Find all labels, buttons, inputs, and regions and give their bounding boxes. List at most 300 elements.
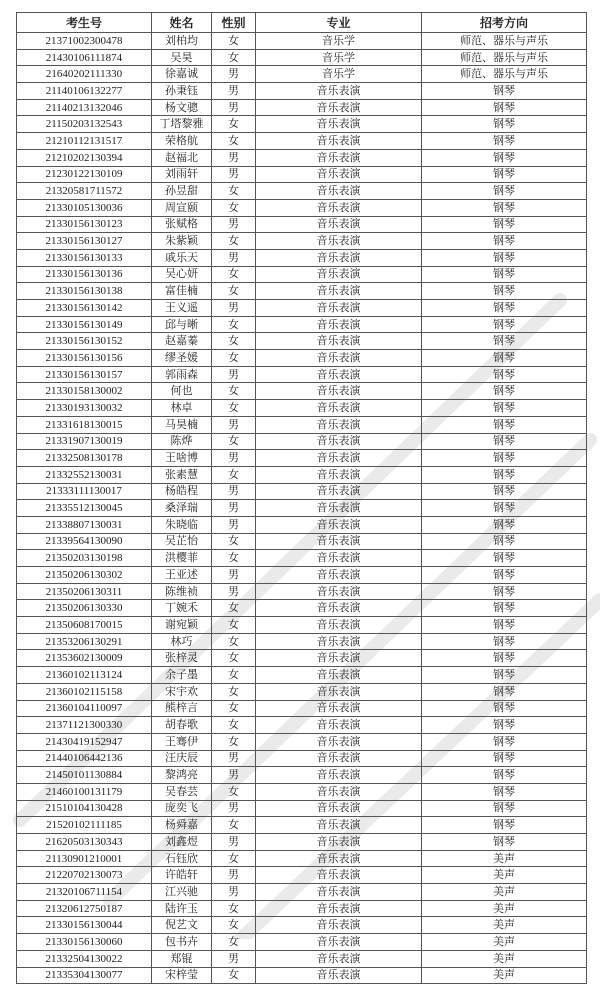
cell-direction: 钢琴 <box>422 316 587 333</box>
cell-exam-number: 21333111130017 <box>17 483 152 500</box>
cell-gender: 男 <box>212 483 256 500</box>
cell-gender: 男 <box>212 583 256 600</box>
cell-direction: 钢琴 <box>422 133 587 150</box>
cell-major: 音乐表演 <box>256 783 422 800</box>
cell-exam-number: 21150203132543 <box>17 116 152 133</box>
table-row <box>17 783 587 800</box>
table-row <box>17 133 587 150</box>
cell-major: 音乐表演 <box>256 733 422 750</box>
table-row <box>17 316 587 333</box>
cell-exam-number: 21332504130022 <box>17 950 152 967</box>
cell-name: 刘柏均 <box>152 33 212 50</box>
cell-major: 音乐表演 <box>256 967 422 984</box>
cell-exam-number: 21460100131179 <box>17 783 152 800</box>
cell-major: 音乐表演 <box>256 316 422 333</box>
cell-name: 陈维祯 <box>152 583 212 600</box>
cell-name: 杨舜嘉 <box>152 817 212 834</box>
cell-name: 桑泽瑞 <box>152 500 212 517</box>
cell-gender: 女 <box>212 316 256 333</box>
cell-exam-number: 21371002300478 <box>17 33 152 50</box>
table-row <box>17 233 587 250</box>
cell-gender: 男 <box>212 66 256 83</box>
cell-major: 音乐表演 <box>256 600 422 617</box>
table-row <box>17 700 587 717</box>
table-row <box>17 366 587 383</box>
cell-name: 戚乐天 <box>152 249 212 266</box>
cell-direction: 钢琴 <box>422 650 587 667</box>
cell-name: 宋宇欢 <box>152 683 212 700</box>
cell-gender: 女 <box>212 233 256 250</box>
table-row <box>17 600 587 617</box>
cell-name: 王义遥 <box>152 300 212 317</box>
cell-exam-number: 21330193130032 <box>17 400 152 417</box>
cell-exam-number: 21350206130330 <box>17 600 152 617</box>
cell-gender: 女 <box>212 617 256 634</box>
cell-exam-number: 21210112131517 <box>17 133 152 150</box>
cell-gender: 女 <box>212 283 256 300</box>
cell-name: 陈烨 <box>152 433 212 450</box>
cell-gender: 女 <box>212 700 256 717</box>
cell-name: 洪樱菲 <box>152 550 212 567</box>
table-row <box>17 199 587 216</box>
cell-major: 音乐表演 <box>256 550 422 567</box>
cell-direction: 钢琴 <box>422 366 587 383</box>
cell-name: 熊梓言 <box>152 700 212 717</box>
cell-gender: 女 <box>212 967 256 984</box>
cell-direction: 钢琴 <box>422 183 587 200</box>
cell-direction: 钢琴 <box>422 567 587 584</box>
table-row <box>17 800 587 817</box>
cell-exam-number: 21330156130149 <box>17 316 152 333</box>
cell-major: 音乐表演 <box>256 400 422 417</box>
cell-direction: 钢琴 <box>422 834 587 851</box>
cell-direction: 钢琴 <box>422 249 587 266</box>
cell-exam-number: 21335512130045 <box>17 500 152 517</box>
cell-gender: 男 <box>212 767 256 784</box>
cell-major: 音乐学 <box>256 33 422 50</box>
cell-exam-number: 21360104110097 <box>17 700 152 717</box>
cell-major: 音乐表演 <box>256 867 422 884</box>
cell-exam-number: 21320106711154 <box>17 884 152 901</box>
cell-exam-number: 21360102113124 <box>17 667 152 684</box>
cell-name: 朱晓临 <box>152 516 212 533</box>
table-row <box>17 617 587 634</box>
cell-name: 富佳楠 <box>152 283 212 300</box>
cell-exam-number: 21339564130090 <box>17 533 152 550</box>
cell-exam-number: 21335304130077 <box>17 967 152 984</box>
cell-direction: 钢琴 <box>422 149 587 166</box>
table-row <box>17 350 587 367</box>
cell-direction: 钢琴 <box>422 633 587 650</box>
cell-name: 张素慧 <box>152 466 212 483</box>
cell-name: 宋梓莹 <box>152 967 212 984</box>
cell-major: 音乐表演 <box>256 99 422 116</box>
cell-name: 汪庆辰 <box>152 750 212 767</box>
cell-direction: 钢琴 <box>422 350 587 367</box>
cell-name: 孙秉钰 <box>152 83 212 100</box>
cell-direction: 钢琴 <box>422 283 587 300</box>
cell-exam-number: 21450101130884 <box>17 767 152 784</box>
table-row <box>17 216 587 233</box>
cell-major: 音乐表演 <box>256 249 422 266</box>
cell-gender: 女 <box>212 133 256 150</box>
cell-gender: 女 <box>212 199 256 216</box>
cell-direction: 钢琴 <box>422 600 587 617</box>
cell-exam-number: 21330156130157 <box>17 366 152 383</box>
cell-name: 马昊楠 <box>152 416 212 433</box>
cell-direction: 钢琴 <box>422 800 587 817</box>
cell-name: 郭雨森 <box>152 366 212 383</box>
cell-direction: 钢琴 <box>422 400 587 417</box>
cell-direction: 钢琴 <box>422 750 587 767</box>
cell-name: 杨文骢 <box>152 99 212 116</box>
cell-name: 王骞伊 <box>152 733 212 750</box>
cell-exam-number: 21350203130198 <box>17 550 152 567</box>
cell-major: 音乐表演 <box>256 700 422 717</box>
cell-gender: 男 <box>212 800 256 817</box>
header-name: 姓名 <box>152 13 212 33</box>
cell-exam-number: 21350608170015 <box>17 617 152 634</box>
cell-exam-number: 21330156130060 <box>17 934 152 951</box>
cell-gender: 男 <box>212 450 256 467</box>
cell-exam-number: 21620503130343 <box>17 834 152 851</box>
cell-exam-number: 21330156130127 <box>17 233 152 250</box>
cell-direction: 钢琴 <box>422 116 587 133</box>
cell-gender: 女 <box>212 934 256 951</box>
cell-gender: 女 <box>212 333 256 350</box>
cell-name: 何也 <box>152 383 212 400</box>
cell-gender: 男 <box>212 216 256 233</box>
cell-major: 音乐表演 <box>256 383 422 400</box>
cell-direction: 美声 <box>422 950 587 967</box>
cell-name: 刘雨轩 <box>152 166 212 183</box>
table-row <box>17 900 587 917</box>
cell-direction: 钢琴 <box>422 450 587 467</box>
table-row <box>17 450 587 467</box>
cell-exam-number: 21220702130073 <box>17 867 152 884</box>
cell-name: 石钰欣 <box>152 850 212 867</box>
cell-name: 谢宛颖 <box>152 617 212 634</box>
cell-exam-number: 21332552130031 <box>17 466 152 483</box>
cell-direction: 钢琴 <box>422 333 587 350</box>
cell-gender: 男 <box>212 834 256 851</box>
cell-exam-number: 21330158130002 <box>17 383 152 400</box>
table-row <box>17 466 587 483</box>
table-row <box>17 567 587 584</box>
cell-major: 音乐表演 <box>256 683 422 700</box>
cell-name: 倪艺文 <box>152 917 212 934</box>
cell-exam-number: 21330156130142 <box>17 300 152 317</box>
cell-major: 音乐表演 <box>256 199 422 216</box>
cell-direction: 钢琴 <box>422 700 587 717</box>
cell-name: 林巧 <box>152 633 212 650</box>
cell-direction: 钢琴 <box>422 783 587 800</box>
cell-name: 陆许玉 <box>152 900 212 917</box>
table-row <box>17 683 587 700</box>
header-direction: 招考方向 <box>422 13 587 33</box>
cell-direction: 钢琴 <box>422 583 587 600</box>
table-row <box>17 917 587 934</box>
cell-exam-number: 21330156130136 <box>17 266 152 283</box>
cell-major: 音乐表演 <box>256 667 422 684</box>
cell-exam-number: 21320581711572 <box>17 183 152 200</box>
cell-exam-number: 21140106132277 <box>17 83 152 100</box>
cell-major: 音乐表演 <box>256 633 422 650</box>
cell-direction: 钢琴 <box>422 717 587 734</box>
cell-gender: 男 <box>212 83 256 100</box>
table-row <box>17 149 587 166</box>
cell-direction: 钢琴 <box>422 550 587 567</box>
cell-direction: 钢琴 <box>422 817 587 834</box>
cell-major: 音乐表演 <box>256 767 422 784</box>
table-row <box>17 66 587 83</box>
cell-gender: 男 <box>212 300 256 317</box>
cell-gender: 男 <box>212 567 256 584</box>
table-row <box>17 333 587 350</box>
cell-name: 朱紫颖 <box>152 233 212 250</box>
table-row <box>17 433 587 450</box>
table-header-row <box>17 13 587 33</box>
cell-gender: 男 <box>212 249 256 266</box>
cell-name: 包书卉 <box>152 934 212 951</box>
cell-direction: 师范、器乐与声乐 <box>422 66 587 83</box>
cell-major: 音乐表演 <box>256 516 422 533</box>
cell-direction: 美声 <box>422 900 587 917</box>
cell-gender: 女 <box>212 33 256 50</box>
cell-exam-number: 21230122130109 <box>17 166 152 183</box>
table-row <box>17 83 587 100</box>
table-row <box>17 767 587 784</box>
cell-gender: 男 <box>212 149 256 166</box>
table-row <box>17 383 587 400</box>
cell-gender: 女 <box>212 733 256 750</box>
cell-gender: 女 <box>212 650 256 667</box>
cell-exam-number: 21330156130152 <box>17 333 152 350</box>
cell-direction: 钢琴 <box>422 767 587 784</box>
cell-gender: 女 <box>212 383 256 400</box>
cell-gender: 女 <box>212 116 256 133</box>
cell-gender: 男 <box>212 500 256 517</box>
cell-name: 江兴驰 <box>152 884 212 901</box>
cell-gender: 女 <box>212 850 256 867</box>
table-row <box>17 867 587 884</box>
cell-name: 胡春歌 <box>152 717 212 734</box>
cell-direction: 美声 <box>422 967 587 984</box>
cell-major: 音乐表演 <box>256 617 422 634</box>
cell-exam-number: 21371121300330 <box>17 717 152 734</box>
cell-exam-number: 21350206130311 <box>17 583 152 600</box>
cell-direction: 美声 <box>422 934 587 951</box>
cell-exam-number: 21510104130428 <box>17 800 152 817</box>
header-gender: 性别 <box>212 13 256 33</box>
cell-gender: 女 <box>212 183 256 200</box>
cell-major: 音乐学 <box>256 49 422 66</box>
cell-gender: 男 <box>212 950 256 967</box>
cell-name: 吴芷怡 <box>152 533 212 550</box>
cell-exam-number: 21338807130031 <box>17 516 152 533</box>
table-row <box>17 49 587 66</box>
cell-direction: 美声 <box>422 917 587 934</box>
cell-gender: 男 <box>212 166 256 183</box>
cell-major: 音乐表演 <box>256 800 422 817</box>
table-row <box>17 650 587 667</box>
cell-direction: 美声 <box>422 884 587 901</box>
cell-name: 杨皓程 <box>152 483 212 500</box>
cell-exam-number: 21353206130291 <box>17 633 152 650</box>
cell-exam-number: 21350206130302 <box>17 567 152 584</box>
cell-direction: 钢琴 <box>422 383 587 400</box>
cell-name: 郑锟 <box>152 950 212 967</box>
cell-exam-number: 21330156130133 <box>17 249 152 266</box>
table-row <box>17 116 587 133</box>
cell-major: 音乐表演 <box>256 834 422 851</box>
cell-gender: 男 <box>212 516 256 533</box>
cell-gender: 女 <box>212 667 256 684</box>
cell-gender: 男 <box>212 366 256 383</box>
cell-major: 音乐表演 <box>256 433 422 450</box>
table-row <box>17 967 587 984</box>
cell-name: 吴心妍 <box>152 266 212 283</box>
cell-gender: 女 <box>212 433 256 450</box>
cell-gender: 男 <box>212 867 256 884</box>
cell-direction: 钢琴 <box>422 300 587 317</box>
cell-gender: 女 <box>212 49 256 66</box>
cell-exam-number: 21140213132046 <box>17 99 152 116</box>
cell-exam-number: 21430419152947 <box>17 733 152 750</box>
cell-major: 音乐表演 <box>256 266 422 283</box>
cell-direction: 美声 <box>422 850 587 867</box>
header-exam-number: 考生号 <box>17 13 152 33</box>
cell-major: 音乐表演 <box>256 583 422 600</box>
table-row <box>17 850 587 867</box>
cell-exam-number: 21331907130019 <box>17 433 152 450</box>
cell-exam-number: 21330156130156 <box>17 350 152 367</box>
cell-name: 赵福北 <box>152 149 212 166</box>
cell-name: 孙昱甜 <box>152 183 212 200</box>
admission-list <box>16 12 586 984</box>
cell-name: 王亚述 <box>152 567 212 584</box>
cell-major: 音乐表演 <box>256 116 422 133</box>
table-row <box>17 633 587 650</box>
cell-exam-number: 21440106442136 <box>17 750 152 767</box>
cell-exam-number: 21330105130036 <box>17 199 152 216</box>
cell-direction: 钢琴 <box>422 216 587 233</box>
cell-direction: 钢琴 <box>422 516 587 533</box>
cell-name: 许皓轩 <box>152 867 212 884</box>
cell-direction: 钢琴 <box>422 266 587 283</box>
cell-name: 刘鑫煜 <box>152 834 212 851</box>
cell-gender: 女 <box>212 600 256 617</box>
table-row <box>17 400 587 417</box>
cell-direction: 钢琴 <box>422 166 587 183</box>
cell-exam-number: 21640202111330 <box>17 66 152 83</box>
cell-exam-number: 21320612750187 <box>17 900 152 917</box>
table-row <box>17 834 587 851</box>
cell-exam-number: 21330156130123 <box>17 216 152 233</box>
table-row <box>17 416 587 433</box>
cell-direction: 钢琴 <box>422 416 587 433</box>
cell-major: 音乐表演 <box>256 283 422 300</box>
cell-gender: 女 <box>212 350 256 367</box>
cell-major: 音乐表演 <box>256 533 422 550</box>
cell-name: 黎鸿亮 <box>152 767 212 784</box>
cell-major: 音乐表演 <box>256 850 422 867</box>
table-row <box>17 33 587 50</box>
cell-gender: 男 <box>212 99 256 116</box>
cell-name: 缪圣媛 <box>152 350 212 367</box>
cell-major: 音乐表演 <box>256 216 422 233</box>
table-row <box>17 817 587 834</box>
table-row <box>17 950 587 967</box>
cell-direction: 钢琴 <box>422 466 587 483</box>
cell-major: 音乐表演 <box>256 884 422 901</box>
table-row <box>17 717 587 734</box>
cell-exam-number: 21332508130178 <box>17 450 152 467</box>
cell-gender: 女 <box>212 817 256 834</box>
table-row <box>17 583 587 600</box>
cell-gender: 女 <box>212 533 256 550</box>
cell-major: 音乐表演 <box>256 567 422 584</box>
cell-major: 音乐表演 <box>256 416 422 433</box>
table-row <box>17 183 587 200</box>
cell-major: 音乐表演 <box>256 650 422 667</box>
cell-name: 林卓 <box>152 400 212 417</box>
table-row <box>17 533 587 550</box>
cell-name: 周宣颐 <box>152 199 212 216</box>
table-row <box>17 884 587 901</box>
cell-direction: 钢琴 <box>422 500 587 517</box>
table-row <box>17 934 587 951</box>
cell-major: 音乐表演 <box>256 333 422 350</box>
cell-major: 音乐表演 <box>256 466 422 483</box>
table-row <box>17 483 587 500</box>
cell-major: 音乐表演 <box>256 750 422 767</box>
cell-exam-number: 21330156130138 <box>17 283 152 300</box>
cell-name: 丁婉禾 <box>152 600 212 617</box>
table-row <box>17 249 587 266</box>
cell-gender: 女 <box>212 917 256 934</box>
cell-exam-number: 21430106111874 <box>17 49 152 66</box>
cell-major: 音乐表演 <box>256 300 422 317</box>
table-row <box>17 300 587 317</box>
table-row <box>17 500 587 517</box>
cell-gender: 男 <box>212 750 256 767</box>
cell-gender: 女 <box>212 683 256 700</box>
table-row <box>17 750 587 767</box>
cell-exam-number: 21130901210001 <box>17 850 152 867</box>
cell-direction: 钢琴 <box>422 667 587 684</box>
cell-name: 张梓灵 <box>152 650 212 667</box>
cell-direction: 钢琴 <box>422 617 587 634</box>
cell-major: 音乐表演 <box>256 183 422 200</box>
cell-gender: 女 <box>212 783 256 800</box>
cell-gender: 女 <box>212 717 256 734</box>
cell-name: 邱与晰 <box>152 316 212 333</box>
cell-exam-number: 21331618130015 <box>17 416 152 433</box>
cell-major: 音乐表演 <box>256 500 422 517</box>
table-row <box>17 667 587 684</box>
cell-direction: 钢琴 <box>422 199 587 216</box>
table-row <box>17 733 587 750</box>
cell-major: 音乐表演 <box>256 450 422 467</box>
cell-gender: 女 <box>212 633 256 650</box>
cell-name: 吴春芸 <box>152 783 212 800</box>
cell-major: 音乐表演 <box>256 149 422 166</box>
cell-major: 音乐表演 <box>256 166 422 183</box>
cell-direction: 钢琴 <box>422 683 587 700</box>
cell-gender: 女 <box>212 550 256 567</box>
cell-exam-number: 21353602130009 <box>17 650 152 667</box>
